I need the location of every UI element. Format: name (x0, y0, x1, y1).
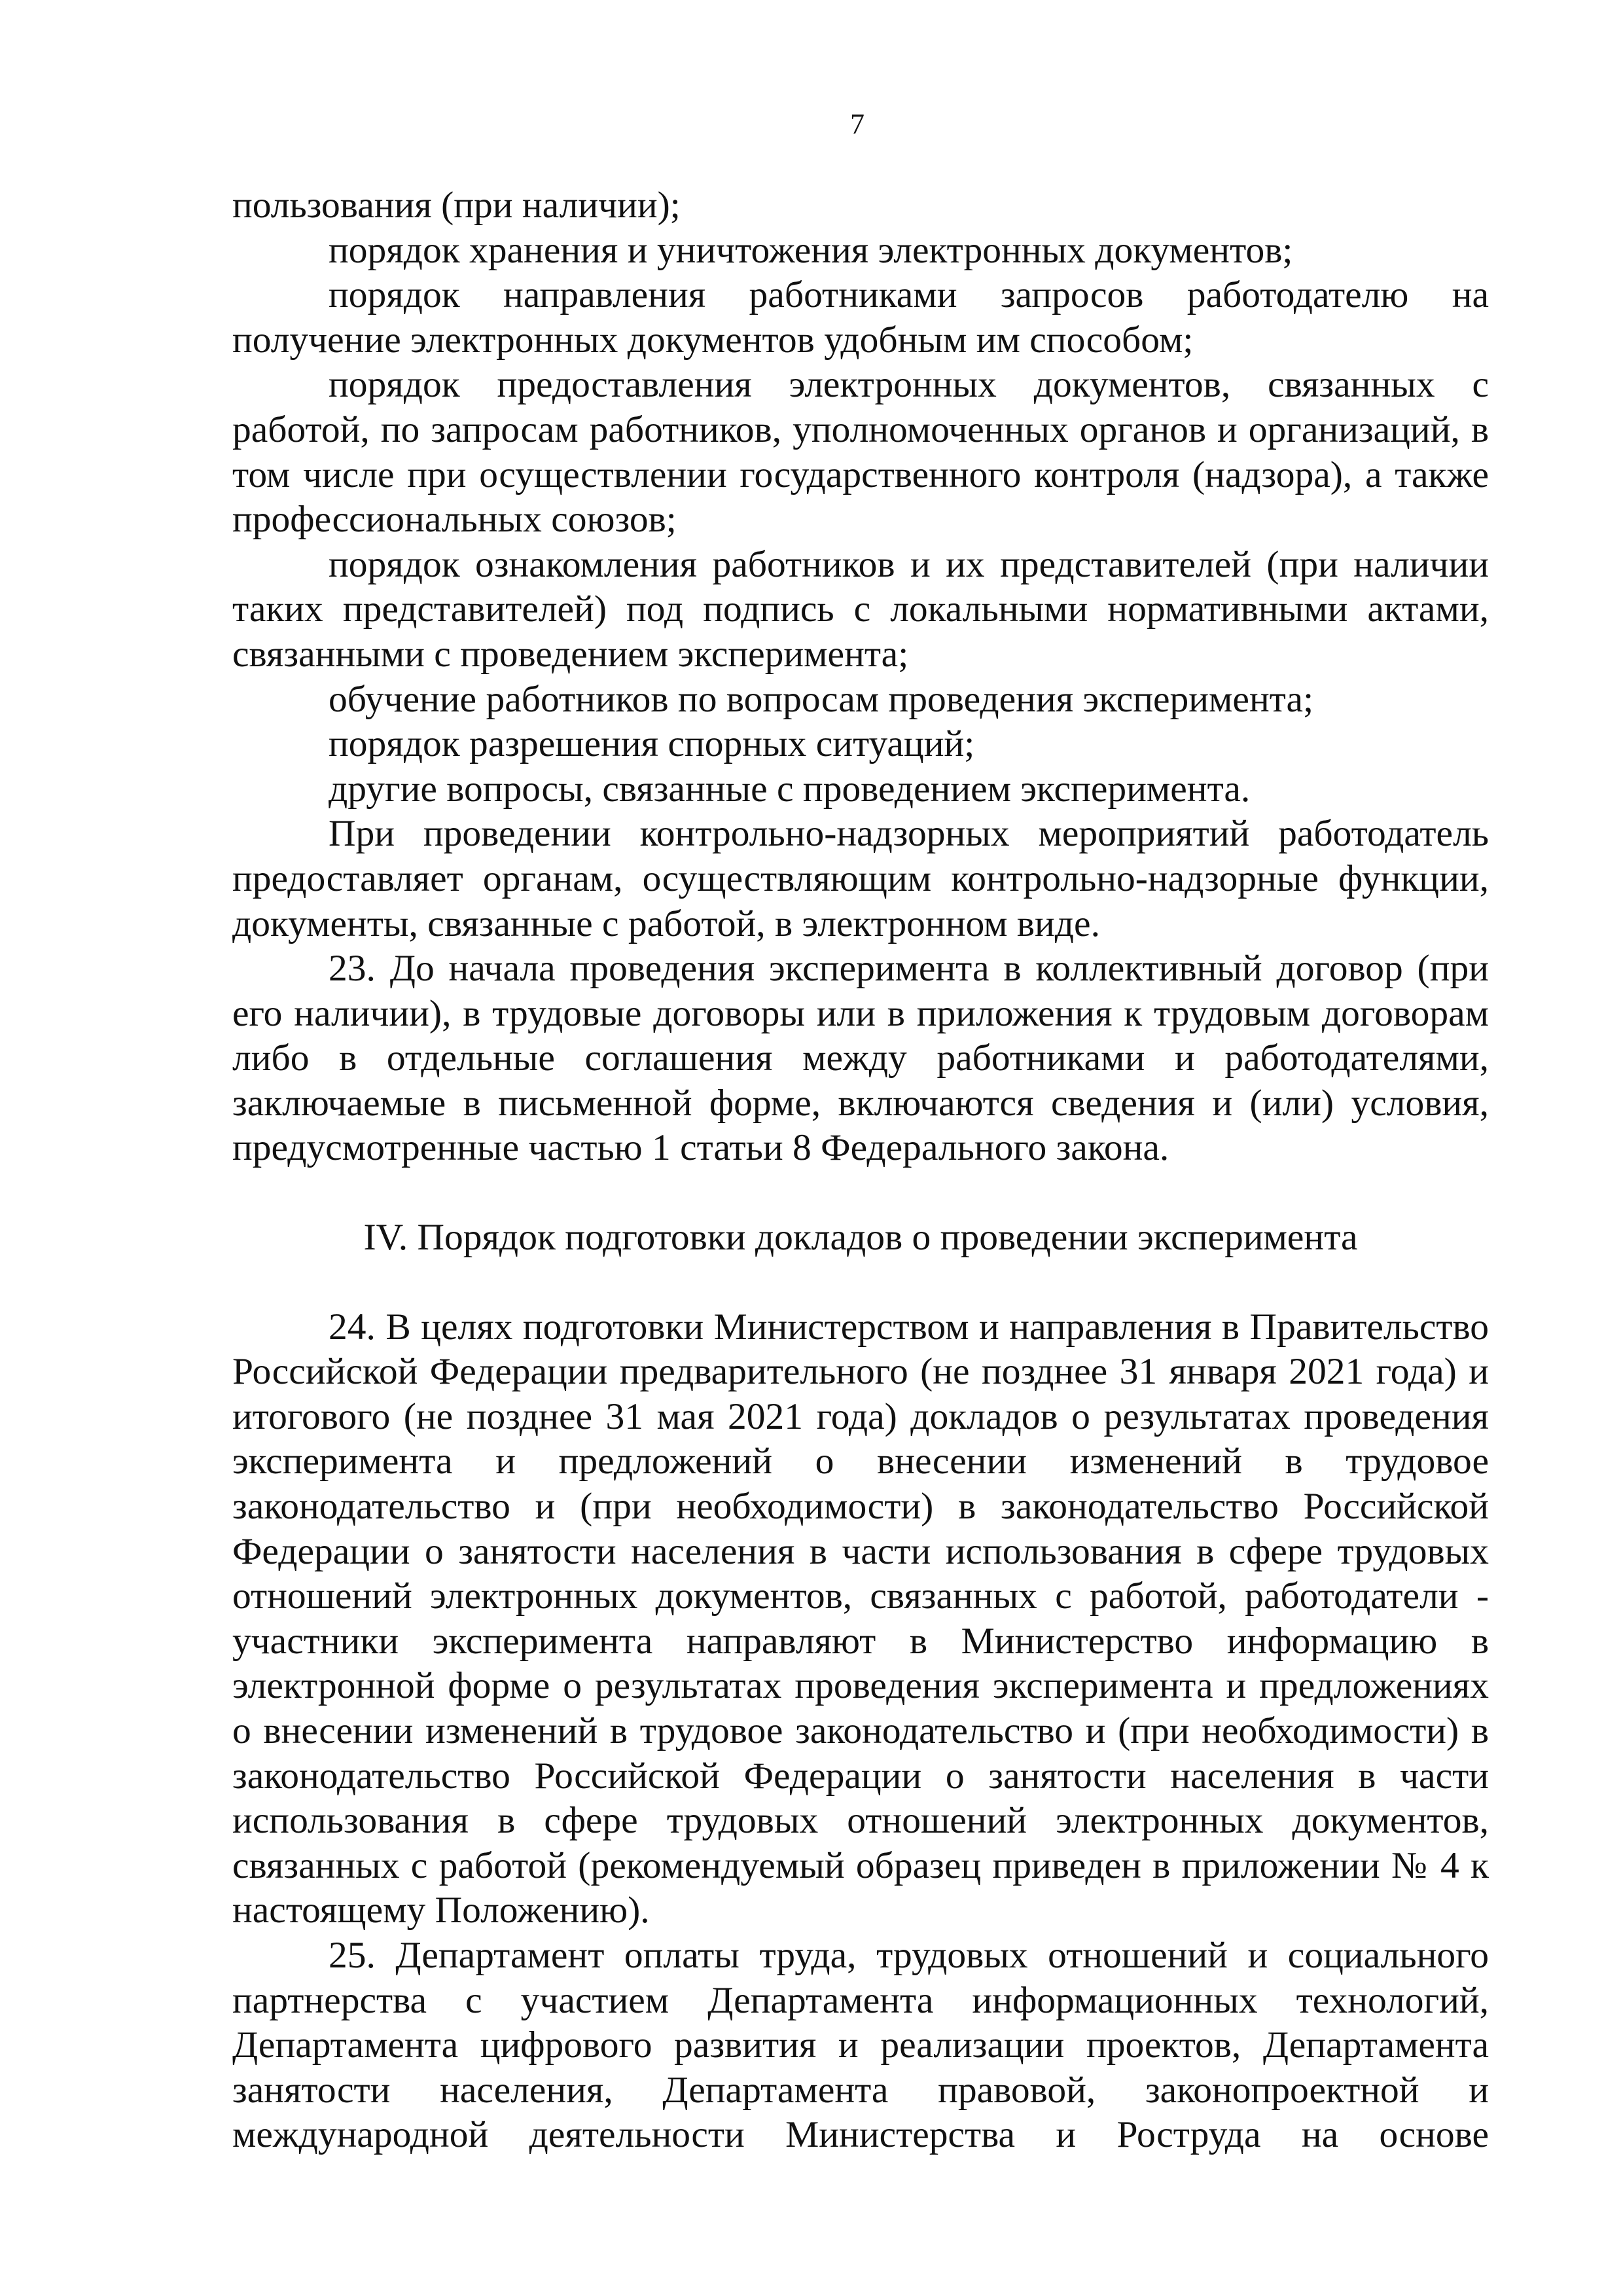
paragraph: порядок предоставления электронных документов, связанных с работой, по запросам работников, уполномоченных органов и организаций, в том числе при осуществлении государственного контроля (надзора), а также профессиональных союзов; (232, 364, 1489, 541)
paragraph-23: 23. До начала проведения эксперимента в коллективный договор (при его наличии), в трудовые договоры или в приложения к трудовым договорам либо в отдельные соглашения между работниками и работодателями, заключаемые в письменной форме, включаются сведения и (или) условия, предусмотренные частью 1 статьи 8 Федерального закона. (232, 948, 1489, 1169)
paragraph-24: 24. В целях подготовки Министерством и направления в Правительство Российской Федерации предварительного (не позднее 31 января 2021 года) и итогового (не позднее 31 мая 2021 года) докладов о результатах проведения эксперимента и предложений о внесении изменений в трудовое законодательство и (при необходимости) в законодательство Российской Федерации о занятости населения в части использования в сфере трудовых отношений электронных документов, связанных с работой, работодатели - участники эксперимента направляют в Министерство информацию в электронной форме о результатах проведения эксперимента и предложениях о внесении изменений в трудовое законодательство и (при необходимости) в законодательство Российской Федерации о занятости населения в части использования в сфере трудовых отношений электронных документов, связанных с работой (рекомендуемый образец приведен в приложении № 4 к настоящему Положению). (232, 1306, 1489, 1931)
paragraph: порядок направления работниками запросов работодателю на получение электронных документов удобным им способом; (232, 274, 1489, 361)
paragraph: При проведении контрольно-надзорных мероприятий работодатель предоставляет органам, осуществляющим контрольно-надзорные функции, документы, связанные с работой, в электронном виде. (232, 813, 1489, 944)
paragraph: пользования (при наличии); (232, 185, 681, 226)
page-number: 7 (850, 108, 865, 140)
section-heading: IV. Порядок подготовки докладов о проведении эксперимента (363, 1217, 1358, 1259)
paragraph: порядок хранения и уничтожения электронных документов; (329, 229, 1293, 271)
paragraph-25: 25. Департамент оплаты труда, трудовых отношений и социального партнерства с участием Департамента информационных технологий, Департамента цифрового развития и реализации проектов, Департамента занятости населения, Департамента правовой, законопроектной и международной деятельности Министерства и Роструда на основе (232, 1934, 1489, 2156)
paragraph: обучение работников по вопросам проведения эксперимента; (329, 678, 1314, 720)
document-body (232, 183, 1489, 2158)
paragraph: порядок ознакомления работников и их представителей (при наличии таких представителей) под подпись с локальными нормативными актами, связанными с проведением эксперимента; (232, 543, 1489, 675)
paragraph: порядок разрешения спорных ситуаций; (329, 723, 975, 765)
paragraph: другие вопросы, связанные с проведением эксперимента. (329, 768, 1251, 810)
